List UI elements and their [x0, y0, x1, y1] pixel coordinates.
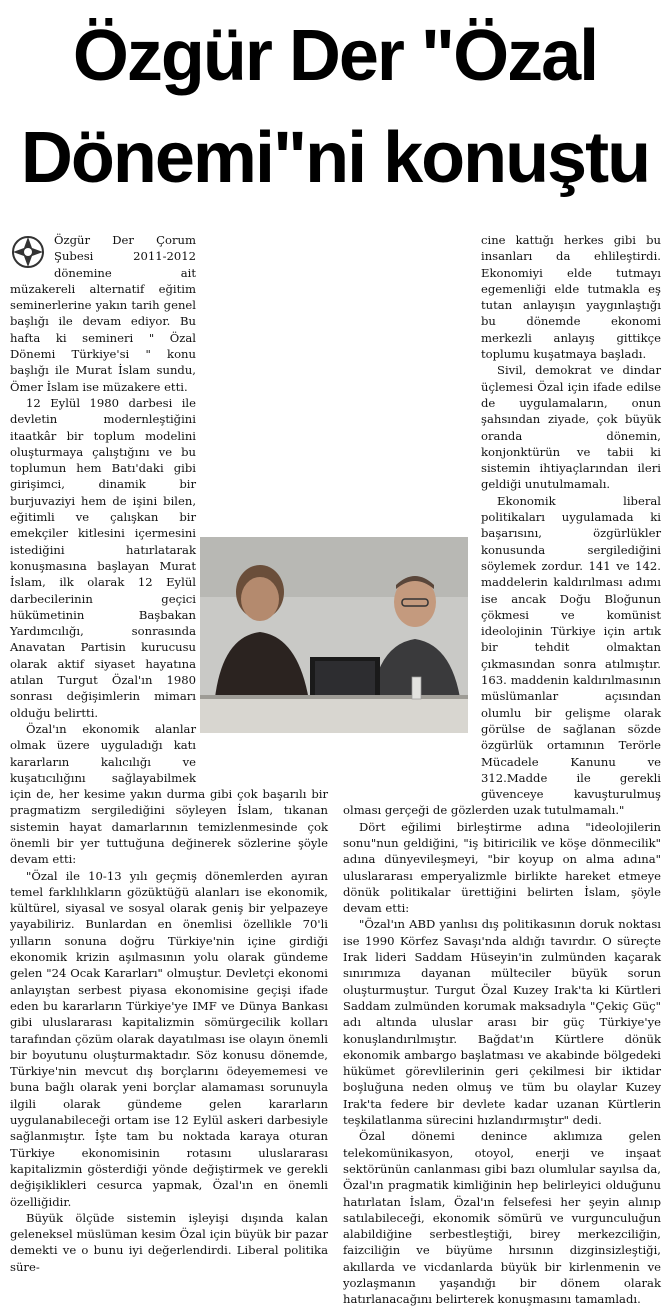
article-paragraph: Büyük ölçüde sistemin işleyişi dışında kalan geleneksel müslüman kesim Özal için büyük bir pazar demekti ve o bunu iyi değerlendirdi. Liberal politika süre-: [10, 1210, 328, 1274]
article-paragraph: Özal dönemi denince aklımıza gelen telekomünikasyon, otoyol, enerji ve inşaat sektörünün canlanması gibi bazı olumlular sayılsa da, Özal'ın pragmatik kimliğinin hep belirleyici olduğunu hatırlatan İslam, Özal'ın felsefesi her şeyin alınıp satılabileceği, ekonomik sömürü ve vurgunculuğun alabildiğine serbestleştiği, birey merkezciliğin, faizciliğin ve büyüme hırsının dizginsizleştiği, akıllarda ve vicdanlarda büyük bir kirlenmenin ve yozlaşmanın yaşandığı bir dönem olarak hatırlanacağını belirterek konuşmasını tamamladı.: [343, 1129, 661, 1307]
headline-line-1: Özgür Der "Özal: [72, 16, 598, 96]
article-paragraph: "Özal ile 10-13 yılı geçmiş dönemlerden ayıran temel farklılıkların gözüktüğü alanları ise ekonomik, kültürel, siyasal ve sosyal olarak geniş bir yelpazeye yayabiliriz. Bunlardan en önemlisi özellikle 70'li yılların sonuna doğru Türkiye'nin içine girdiği ekonomik krizin aşılmasının yolu olarak gündeme gelen "24 Ocak Kararları" olmuştur. Devletçi ekonomi anlayıştan serbest piyasa ekonomisine geçişi ifade eden bu kararların Türkiye'ye IMF ve Dünya Bankası gibi uluslararası kapitalizmin sömürgecilik kolları tarafından çözüm olarak dayatılması ise olayın önemli bir boyutunu oluşturmaktadır. Söz konusu dönemde, Türkiye'nin mevcut dış borçlarını ödeyememesi ve buna bağlı olarak yeni borçlar alamaması sorunuyla ilgili olarak gündeme gelen kararların uygulanabileceği ortam ise 12 Eylül askeri darbesiyle sağlanmıştır. İşte tam bu noktada karaya oturan Türkiye ekonomisinin rotasını uluslararası kapitalizmin gösterdiği yönde değiştirmek ve gerekli değişiklikleri cesurca yapmak, Özal'ın en önemli özelliğidir.: [10, 868, 328, 1209]
seminar-photo-illustration: [200, 537, 468, 733]
headline-line-2: Dönemi"ni konuştu: [20, 118, 650, 198]
seminar-photo: [200, 537, 468, 733]
article-paragraph: Özgür Der Çorum Şubesi 2011-2012 dönemine ait müzakereli alternatif eğitim seminerlerine yakın tarih genel başlığı ile devam ediyor. Bu hafta ki semineri " Özal Dönemi Türkiye'si " konu başlığı ile Murat İslam sundu, Ömer İslam ise müzakere etti.: [10, 233, 196, 394]
article-column-right: [343, 232, 661, 1308]
article-paragraph: "Özal'ın ABD yanlısı dış politikasının doruk noktası ise 1990 Körfez Savaşı'nda aldığı tavırdır. O süreçte Irak lideri Saddam Hüseyin'in zulmünden kaçarak sınırımıza dayanan mülteciler büyük sorun oluşturmuştur. Turgut Özal Kuzey Irak'ta ki Kürtleri Saddam zulmünden korumak maksadıyla "Çekiç Güç" adı altında uluslar arası bir güç Türkiye'ye konuşlandırılmıştır. Bağdat'ın Kürtlere dönük ekonomik ambargo başlatması ve akabinde bölgedeki hükümet görevlilerinin geri çekilmesi bir iktidar boşluğuna neden olmuş ve tüm bu olaylar Kuzey Irak'ta federe bir devlete kadar uzanan Kürtlerin teşkilatlanma sürecini hızlandırmıştır" dedi.: [343, 917, 661, 1128]
ozgur-der-logo-icon: [10, 234, 46, 270]
article-paragraph: cine kattığı herkes gibi bu insanları da ehlileştirdi. Ekonomiyi elde tutmayı egemenliği elde tutmakla eş tutan anlayışın yaygınlaştığı bu dönemde ekonomi merkezli anlayış gittikçe toplumu kuşatmaya başladı.: [481, 233, 661, 362]
article-paragraph: Sivil, demokrat ve dindar üçlemesi Özal için ifade edilse de uygulamaların, onun şahsından ziyade, çok büyük oranda dönemin, konjonktürün ve tabii ki sistemin ihtiyaçlarından ileri geldiği unutulmamalı.: [481, 363, 661, 492]
article-column-left: [10, 232, 328, 1275]
article-paragraph: Ekonomik liberal politikaları uygulamada ki başarısını, özgürlükler konusunda sergilediğini söylemek zordur. 141 ve 142. maddelerin kaldırılması adımı ise ancak Doğu Bloğunun çökmesi ve komünist ideolojinin Türkiye için artık bir tehdit olmaktan çıkmasından sonra atılmıştır. 163. maddenin kaldırılmasının müslümanlar açısından olumlu bir gelişme olarak görülse de sağlanan sözde özgürlük ortamının Terörle Mücadele Kanunu ve 312.Madde ile gerekli güvenceye kavuşturulmuş olması gerçeği de gözlerden uzak tutulmamalı.": [343, 493, 661, 818]
article-paragraph: Dört eğilimi birleştirme adına "ideolojilerin sonu"nun geldiğini, "iş bitiricilik ve köşe dönmecilik" adına dünyevileşmeyi, "bir koyup on alma adına" uluslararası emperyalizmle birlikte hareket etmeye dönük politikalar ürettiğini belirten İslam, şöyle devam etti:: [343, 819, 661, 916]
article-paragraph: 12 Eylül 1980 darbesi ile devletin modernleştiğini itaatkâr bir toplum modelini oluşturmaya çalıştığını ve bu toplumun hem Batı'daki gibi girişimci, dinamik bir burjuvaziyi hem de işini bilen, eğitimli ve çalışkan bir emekçiler kitlesini içermesini istediğini hatırlatarak konuşmasına başlayan Murat İslam, ilk olarak 12 Eylül darbecilerinin geçici hükümetinin Başbakan Yardımcılığı, sonrasında Anavatan Partisin kurucusu olarak aktif siyaset hayatına atılan Turgut Özal'ın 1980 sonrası değişimlerin mimarı olduğu belirtti.: [10, 395, 196, 720]
article-paragraph: Özal'ın ekonomik alanlar olmak üzere uyguladığı katı kararların kalıcılığı ve kuşatıcılığını sağlayabilmek için de, her kesime yakın durma gibi çok başarılı bir pragmatizm sergilediğini söyleyen İslam, tıkanan sistemin hayat damarlarının temizlenmesinde çok önemli bir yer tuttuğuna değinerek sözlerine şöyle devam etti:: [10, 721, 328, 867]
